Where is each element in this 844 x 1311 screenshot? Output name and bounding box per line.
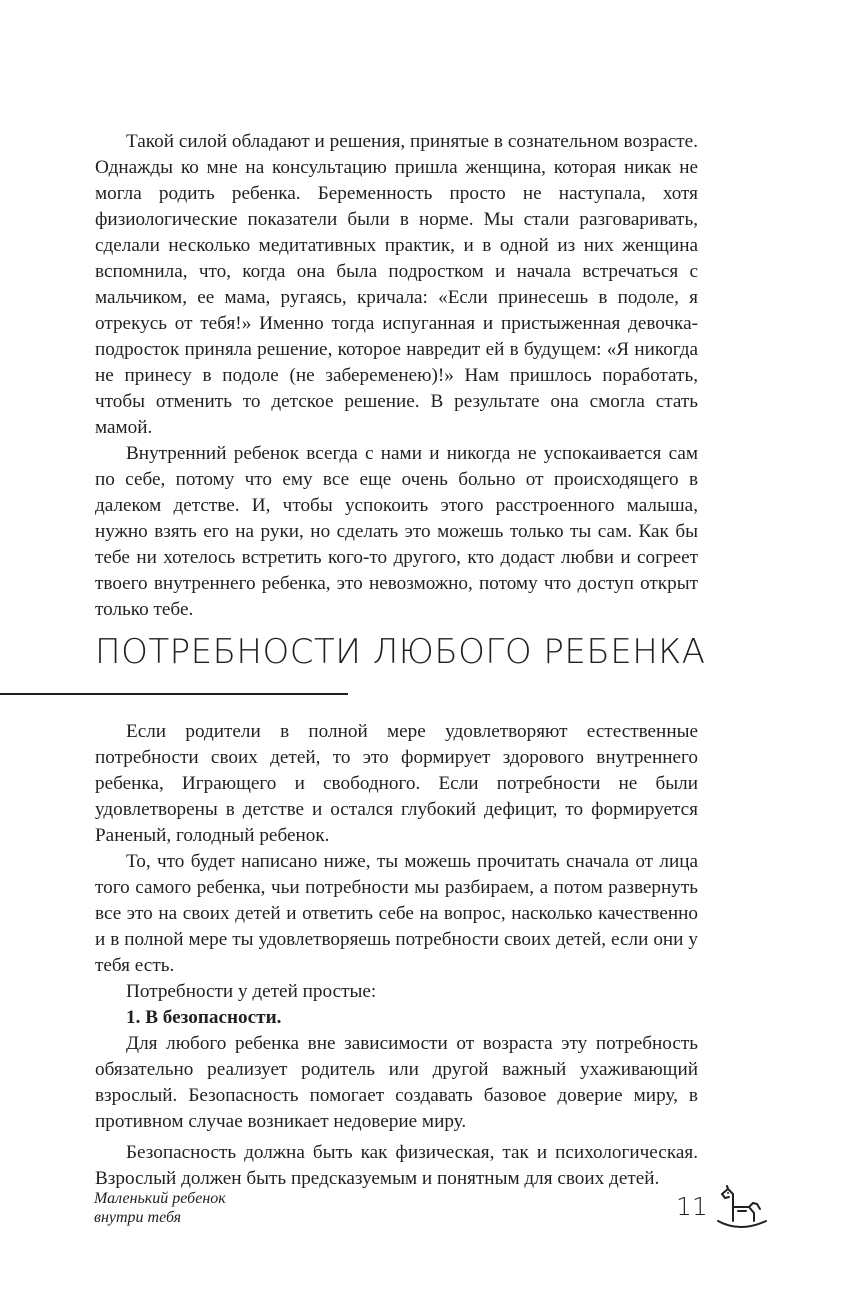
paragraph: Такой силой обладают и решения, принятые в сознательном возрасте. Однажды ко мне на консультацию пришла женщина, которая никак не могла родить ребенка. Беременность просто не наступала, хотя физиологические показатели были в норме. Мы стали разговаривать, сделали несколько медитативных практик, и в одной из них женщина вспомнила, что, когда она была подростком и начала встречаться с мальчиком, ее мама, ругаясь, кричала: «Если принесешь в подоле, я отрекусь от тебя!» Именно тогда испуганная и пристыженная девочка-подросток приняла решение, которое навредит ей в будущем: «Я никогда не принесу в подоле (не забеременею)!» Нам пришлось поработать, чтобы отменить то детское решение. В результате она смогла стать мамой. [95,131,698,438]
paragraph: Для любого ребенка вне зависимости от возраста эту потребность обязательно реализует родитель или другой важный ухаживающий взрослый. Безопасность помогает создавать базовое доверие миру, в противном случае возникает недоверие миру. [95,1033,698,1132]
list-heading: 1. В безопасности. [126,1007,282,1028]
paragraph: Если родители в полной мере удовлетворяют естественные потребности своих детей, то это формирует здорового внутреннего ребенка, Играющего и свободного. Если потребности не были удовлетворены в детстве и остался глубокий дефицит, то формируется Раненый, голодный ребенок. [95,721,698,846]
body-text-bottom [95,719,698,1192]
paragraph: То, что будет написано ниже, ты можешь прочитать сначала от лица того самого ребенка, чьи потребности мы разбираем, а потом развернуть все это на своих детей и ответить себе на вопрос, насколько качественно и в полной мере ты удовлетворяешь потребности своих детей, если они у тебя есть. [95,851,698,976]
paragraph: Безопасность должна быть как физическая, так и психологическая. Взрослый должен быть предсказуемым и понятным для своих детей. [95,1142,698,1189]
running-footer-title [94,1189,226,1227]
body-text-top [95,129,698,623]
book-title-line: Маленький ребенок [94,1190,226,1207]
book-title-line: внутри тебя [94,1209,182,1226]
rocking-horse-icon [716,1185,768,1235]
paragraph: Внутренний ребенок всегда с нами и никогда не успокаивается сам по себе, потому что ему все еще очень больно от происходящего в далеком детстве. И, чтобы успокоить этого расстроенного малыша, нужно взять его на руки, но сделать это можешь только ты сам. Как бы тебе ни хотелось встретить кого-то другого, кто додаст любви и согреет твоего внутреннего ребенка, это невозможно, потому что доступ открыт только тебе. [95,443,698,620]
title-underline [0,693,348,695]
page-number: 11 [676,1192,708,1221]
section-title: ПОТРЕБНОСТИ ЛЮБОГО РЕБЕНКА [95,632,706,672]
paragraph: Потребности у детей простые: [126,981,377,1002]
